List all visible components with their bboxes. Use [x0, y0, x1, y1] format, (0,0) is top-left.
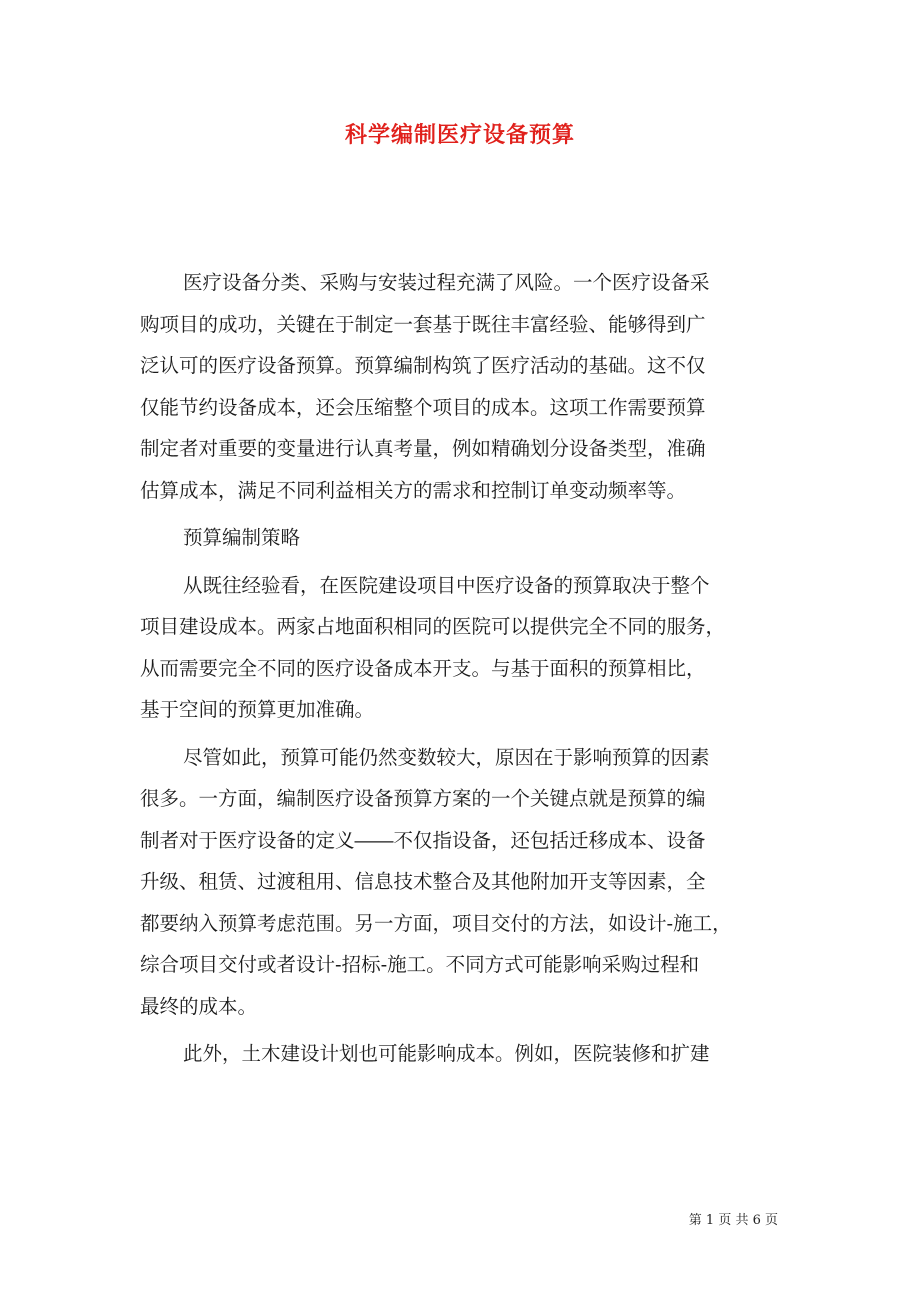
- paragraph-line: 都要纳入预算考虑范围。另一方面，项目交付的方法，如设计-施工，: [140, 911, 732, 935]
- paragraph-line: 升级、租赁、过渡租用、信息技术整合及其他附加开支等因素，全: [140, 870, 706, 893]
- document-title: 科学编制医疗设备预算: [344, 122, 575, 148]
- paragraph-line: 项目建设成本。两家占地面积相同的医院可以提供完全不同的服务，: [140, 615, 726, 638]
- paragraph-line: 购项目的成功，关键在于制定一套基于既往丰富经验、能够得到广: [140, 312, 706, 336]
- paragraph-line: 从而需要完全不同的医疗设备成本开支。与基于面积的预算相比，: [140, 656, 706, 680]
- paragraph-line: 制者对于医疗设备的定义――不仅指设备，还包括迁移成本、设备: [140, 828, 706, 852]
- paragraph-line: 估算成本，满足不同利益相关方的需求和控制订单变动频率等。: [140, 478, 687, 502]
- page-number: 第 1 页 共 6 页: [688, 1213, 778, 1228]
- paragraph-line: 此外，土木建设计划也可能影响成本。例如，医院装修和扩建: [183, 1042, 710, 1065]
- paragraph-line: 泛认可的医疗设备预算。预算编制构筑了医疗活动的基础。这不仅: [140, 354, 706, 377]
- section-heading: 预算编制策略: [183, 526, 301, 549]
- paragraph-line: 制定者对重要的变量进行认真考量，例如精确划分设备类型，准确: [140, 437, 706, 460]
- document-body: [140, 262, 772, 1075]
- paragraph-line: 从既往经验看，在医院建设项目中医疗设备的预算取决于整个: [183, 573, 710, 597]
- paragraph-line: 很多。一方面，编制医疗设备预算方案的一个关键点就是预算的编: [140, 787, 706, 810]
- paragraph-line: 综合项目交付或者设计-招标-施工。不同方式可能影响采购过程和: [140, 953, 700, 976]
- paragraph-line: 最终的成本。: [140, 994, 258, 1018]
- paragraph-line: 基于空间的预算更加准确。: [140, 698, 375, 721]
- paragraph-line: 仅能节约设备成本，还会压缩整个项目的成本。这项工作需要预算: [140, 395, 706, 419]
- paragraph-line: 尽管如此，预算可能仍然变数较大，原因在于影响预算的因素: [183, 745, 710, 769]
- paragraph-line: 医疗设备分类、采购与安装过程充满了风险。一个医疗设备采: [183, 271, 710, 294]
